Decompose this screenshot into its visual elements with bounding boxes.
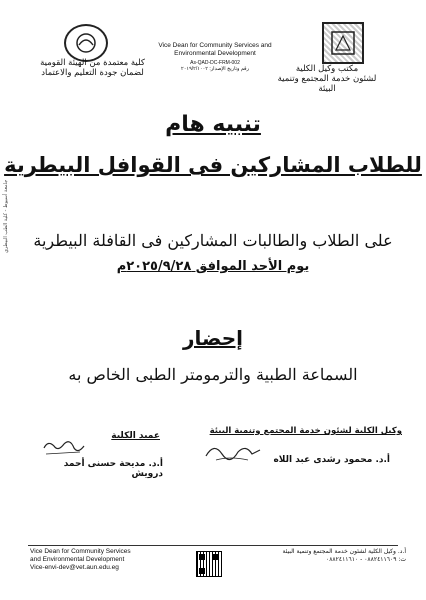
bring-heading: إحضار: [183, 326, 243, 350]
vice-dean-name: أ.د. محمود رشدى عبد اللاه: [273, 455, 390, 465]
required-items: السماعة الطبية والترمومتر الطبى الخاص به: [68, 365, 358, 384]
document-code-date: رقم وتاريخ الإصدار: ٢٠١٩/٢/١٠٠٢: [181, 66, 249, 72]
notice-paragraph: على الطلاب والطالبات المشاركين فى القافلة البيطرية: [33, 231, 393, 250]
announcement-subtitle: للطلاب المشاركين فى القوافل البيطرية: [4, 153, 422, 177]
footer-left-line1: Vice Dean for Community Services: [30, 548, 131, 555]
side-margin-text: جامعة أسيوط - كلية الطب البيطري: [3, 180, 9, 254]
header-center-block: [140, 42, 290, 58]
notice-date: يوم الأحد الموافق ٢٠٢٥/٩/٢٨م: [116, 259, 310, 274]
header-center-line2: Environmental Development: [174, 50, 256, 57]
document-code-block: [140, 60, 290, 72]
footer-divider: [28, 545, 398, 546]
header-right-line2: لشئون خدمة المجتمع وتنمية البيئة: [277, 74, 377, 94]
footer-phone: ت: ٠٨٨٢٤١١٦٠٩ - ٠٨٨٢٤١١٦١٠: [325, 556, 406, 563]
qr-code: [196, 551, 222, 577]
dean-title: عميد الكلية: [111, 431, 160, 441]
dean-name: أ.د. مديحة حسنى أحمد درويش: [63, 459, 163, 479]
header-right-line1: مكتب وكيل الكلية: [295, 64, 359, 74]
university-logo: [322, 22, 364, 64]
header-right-block: [272, 64, 382, 94]
footer-right-line1: أ.د. وكيل الكلية لشئون خدمة المجتمع وتنمية البيئة: [282, 548, 406, 555]
header-center-line1: Vice Dean for Community Services and: [158, 42, 272, 49]
announcement-title: تنبيه هام: [165, 112, 261, 137]
header-left-line1: كلية معتمدة من الهيئة القومية: [40, 58, 145, 68]
footer-left-block: [30, 548, 170, 572]
header-left-line2: لضمان جودة التعليم والاعتماد: [41, 68, 144, 78]
document-code: As-QAD-DC-FRM-002: [190, 60, 240, 66]
footer-email: Vice-envi-dev@vet.aun.edu.eg: [30, 564, 119, 571]
footer-left-line2: and Environmental Development: [30, 556, 125, 563]
academy-accreditation-logo: [64, 24, 108, 62]
dean-signature: [40, 436, 88, 458]
header-left-block: [40, 58, 145, 78]
vice-dean-title: وكيل الكلية لشئون خدمة المجتمع وتنمية البيئة: [209, 426, 402, 436]
footer-right-block: [256, 548, 406, 564]
